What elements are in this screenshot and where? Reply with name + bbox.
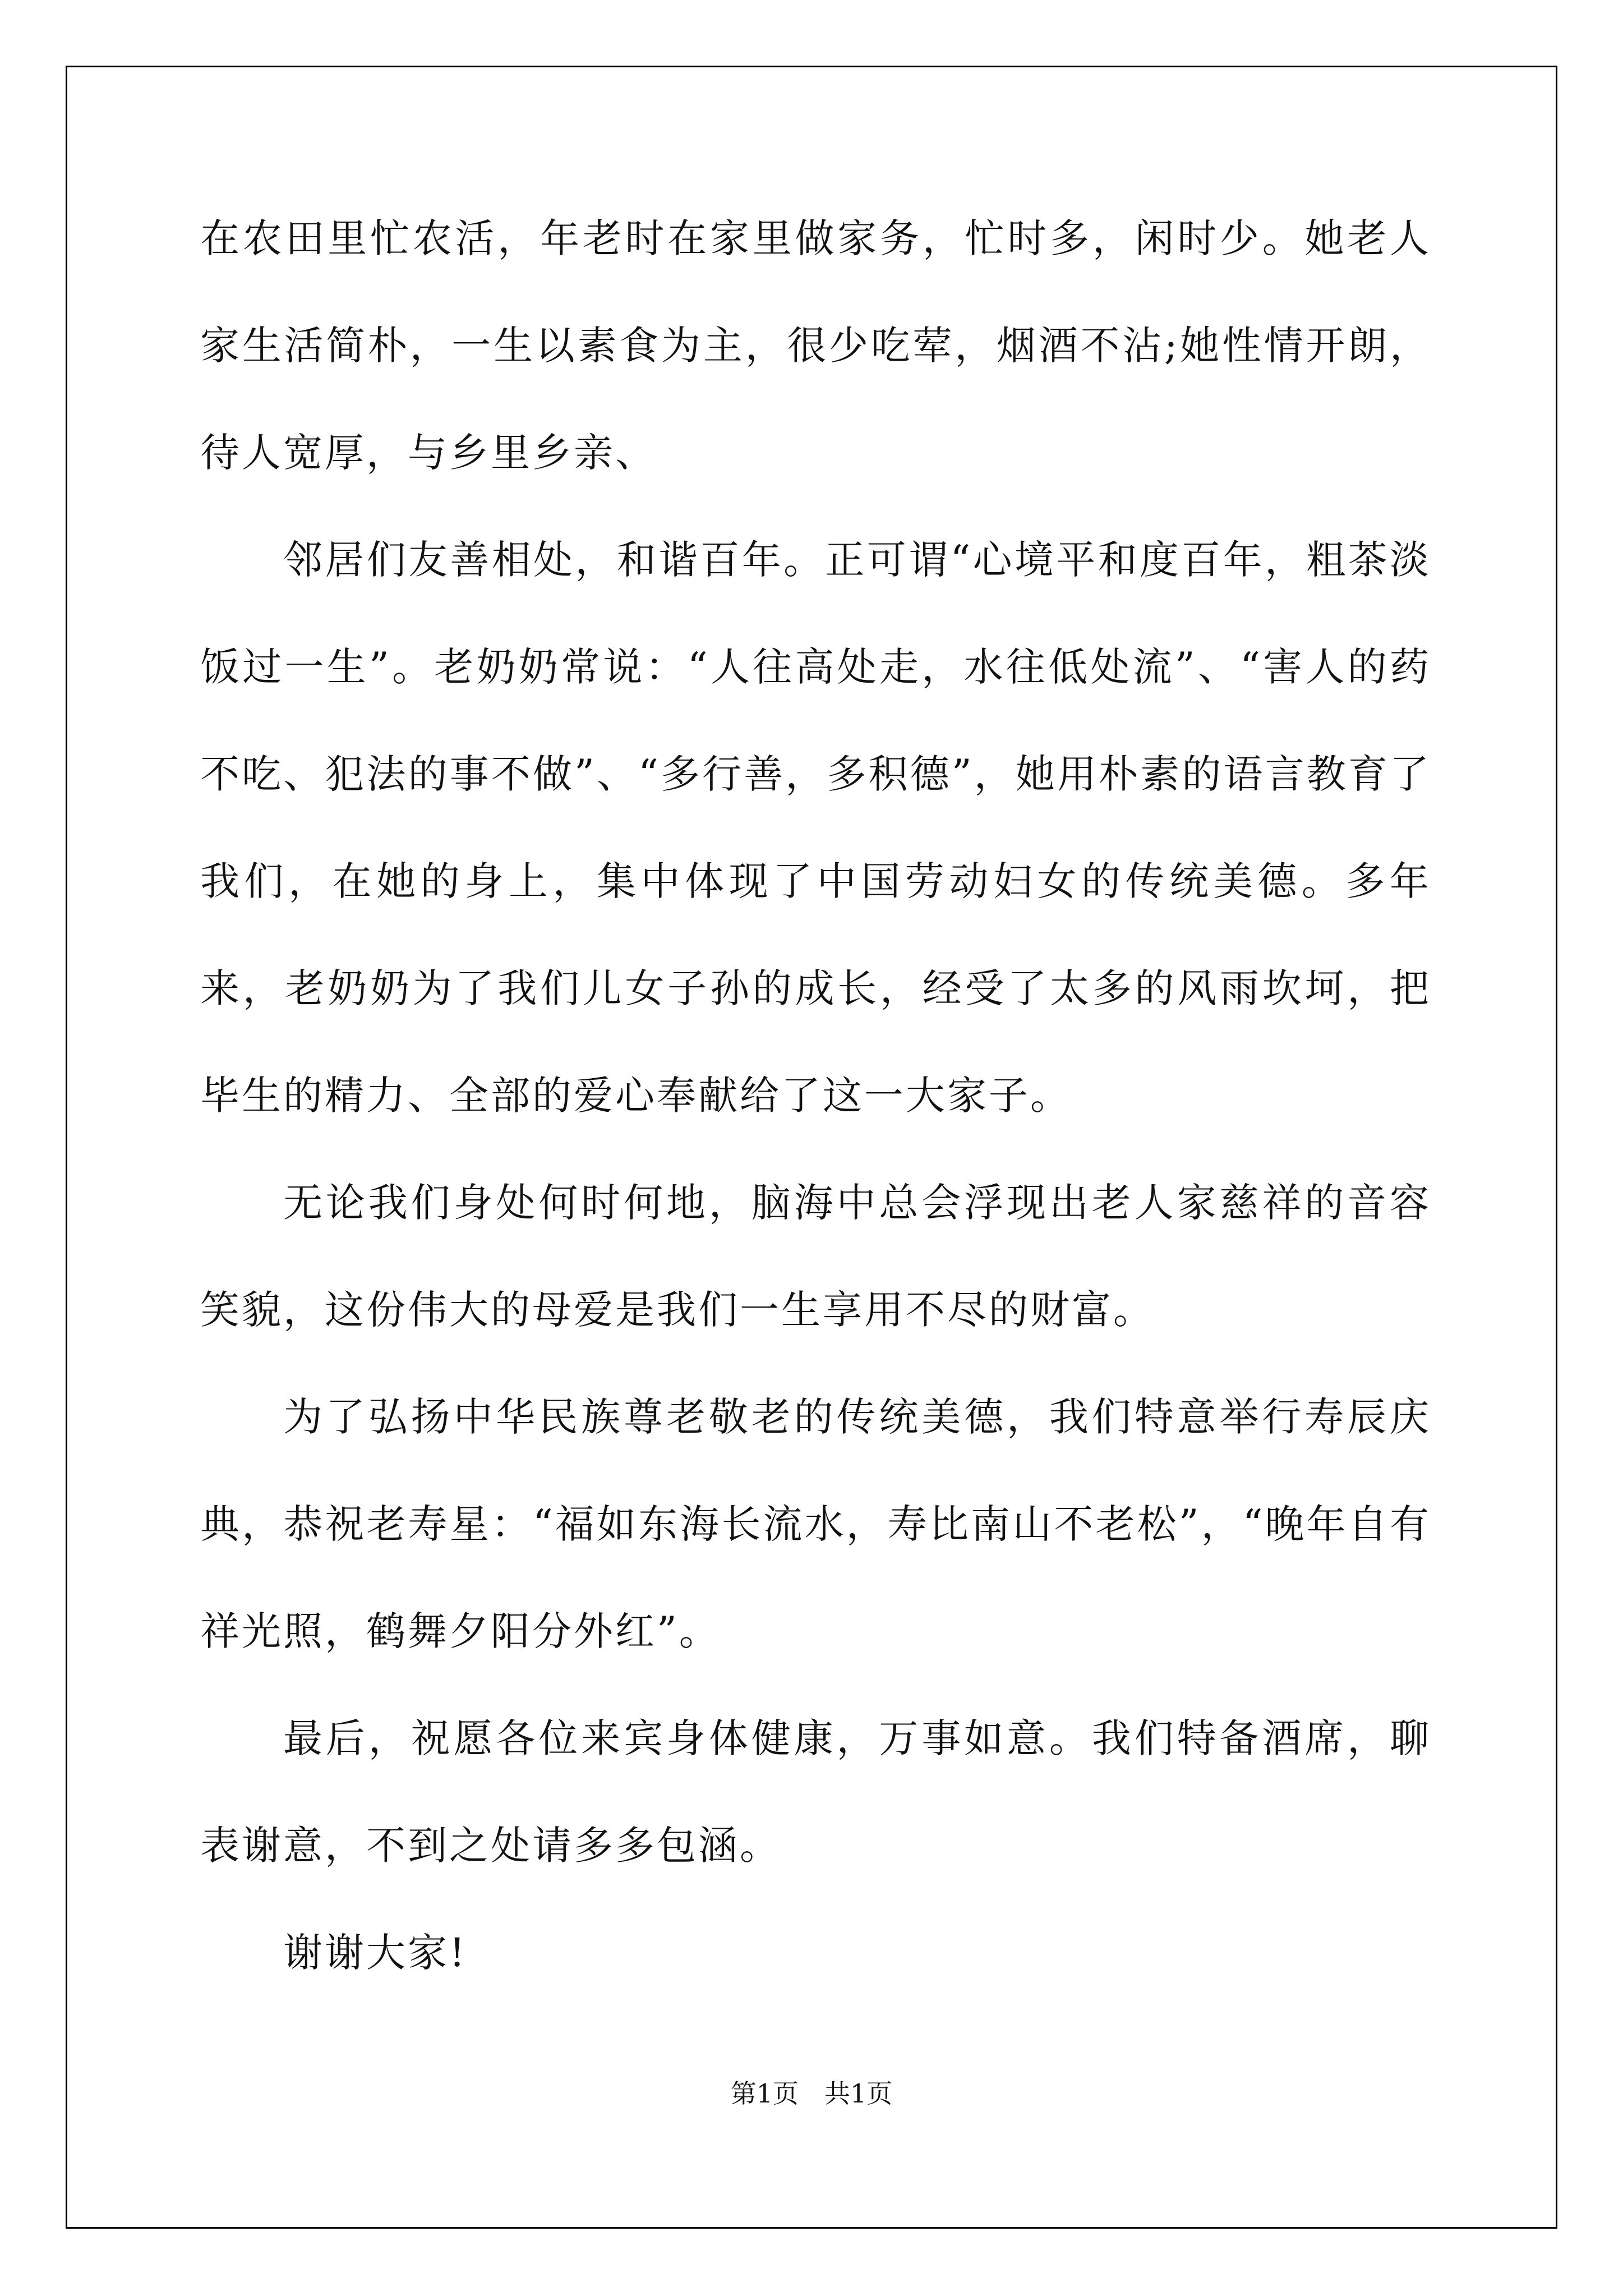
page-number-footer: 第1页 共1页 [730,2078,893,2109]
document-body [200,185,1431,2007]
paragraph-5: 最后，祝愿各位来宾身体健康，万事如意。我们特备酒席，聊表谢意，不到之处请多多包涵。 [200,1715,1431,1869]
paragraph-2: 邻居们友善相处，和谐百年。正可谓“心境平和度百年，粗茶淡饭过一生”。老奶奶常说：“人往高处走，水往低处流”、“害人的药不吃、犯法的事不做”、“多行善，多积德”，她用朴素的语言教育了我们，在她的身上，集中体现了中国劳动妇女的传统美德。多年来，老奶奶为了我们儿女子孙的成长，经受了太多的风雨坎坷，把毕生的精力、全部的爱心奉献给了这一大家子。 [200,537,1431,1119]
paragraph-4: 为了弘扬中华民族尊老敬老的传统美德，我们特意举行寿辰庆典，恭祝老寿星：“福如东海长流水，寿比南山不老松”，“晚年自有祥光照，鹤舞夕阳分外红”。 [200,1394,1431,1654]
paragraph-6: 谢谢大家! [283,1930,468,1976]
paragraph-1: 在农田里忙农活，年老时在家里做家务，忙时多，闲时少。她老人家生活简朴，一生以素食为主，很少吃荤，烟酒不沾;她性情开朗，待人宽厚，与乡里乡亲、 [200,215,1431,476]
paragraph-3: 无论我们身处何时何地，脑海中总会浮现出老人家慈祥的音容笑貌，这份伟大的母爱是我们一生享用不尽的财富。 [200,1180,1431,1333]
